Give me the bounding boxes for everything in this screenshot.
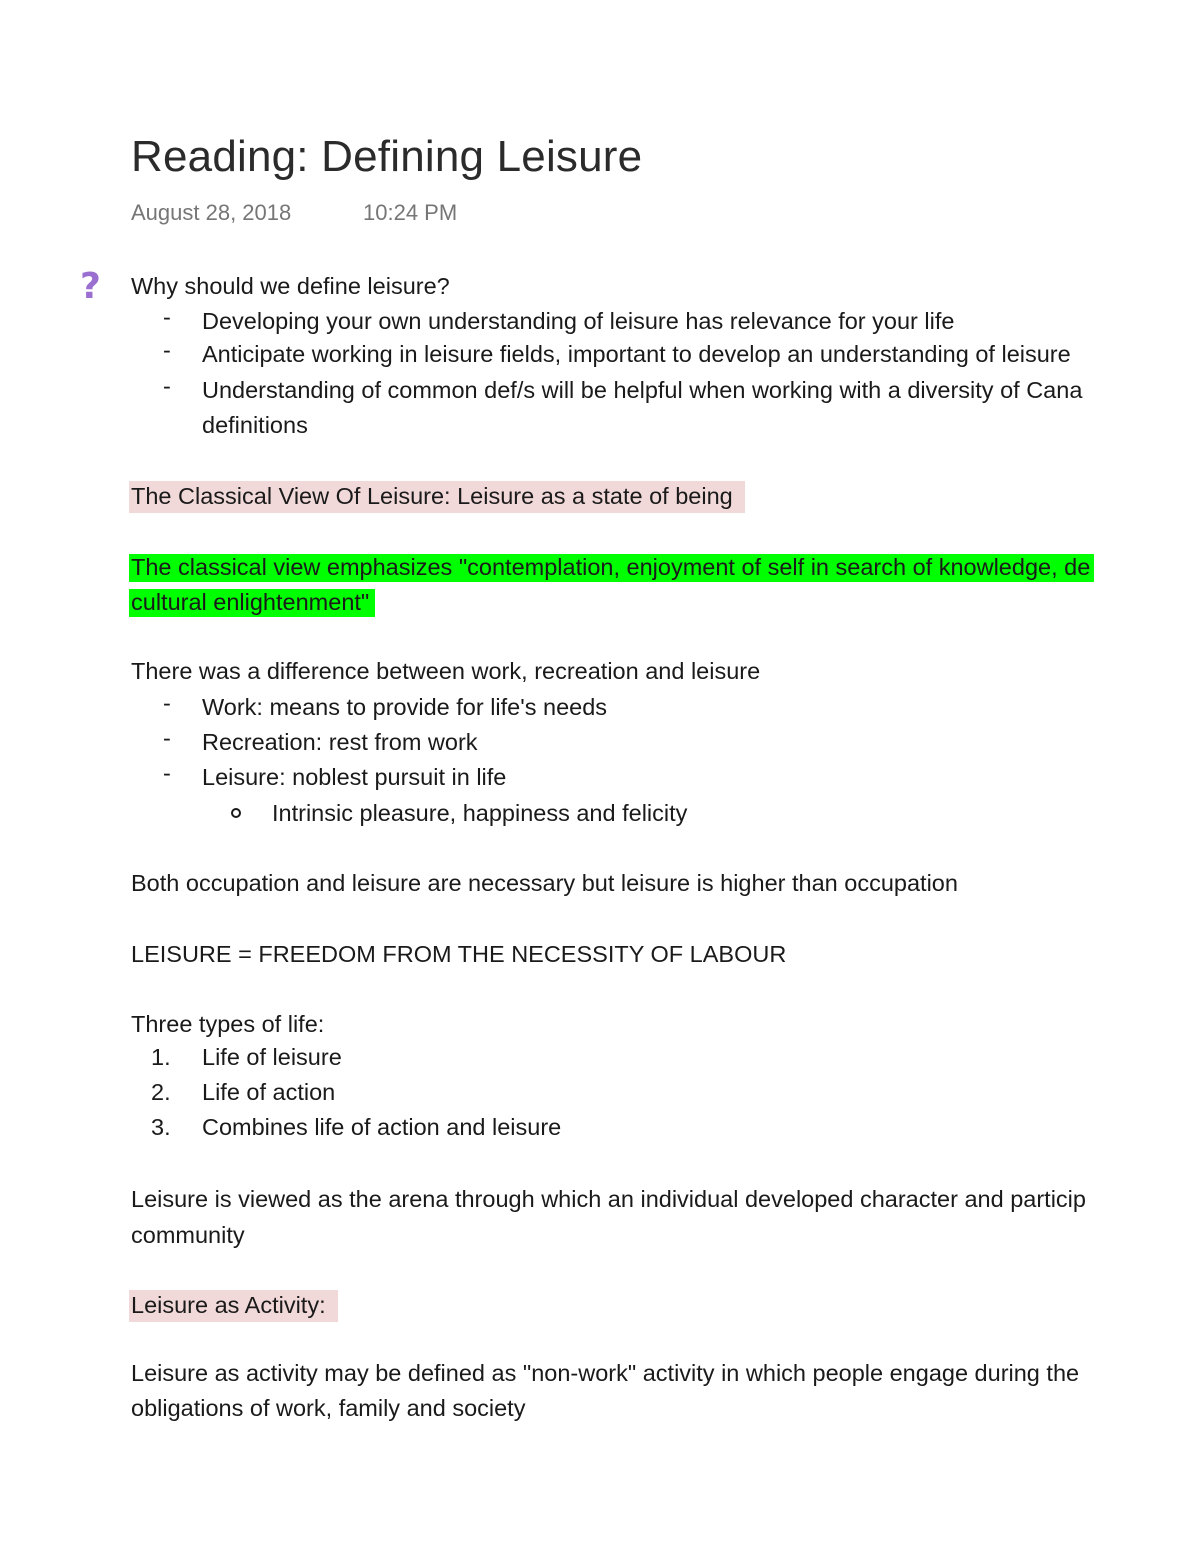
paragraph: Three types of life: (131, 1011, 325, 1037)
section-heading-classical (131, 479, 745, 514)
question-text: Why should we define leisure? (131, 273, 450, 299)
heading-highlight: Leisure as Activity: (129, 1290, 338, 1322)
green-highlight: cultural enlightenment" (129, 589, 375, 617)
list-item: Recreation: rest from work (202, 729, 478, 755)
numbered-item: Combines life of action and leisure (202, 1114, 562, 1140)
paragraph: Both occupation and leisure are necessary but leisure is higher than occupation (131, 870, 958, 896)
page-title: Reading: Defining Leisure (131, 132, 643, 181)
bullet-dash: - (163, 690, 171, 716)
paragraph: Leisure is viewed as the arena through which an individual developed character and particip (131, 1186, 1086, 1212)
section-heading-activity (131, 1288, 338, 1323)
list-number: 1. (151, 1044, 171, 1070)
heading-highlight: The Classical View Of Leisure: Leisure as a state of being (129, 481, 745, 513)
bullet-dash: - (163, 760, 171, 786)
paragraph: There was a difference between work, recreation and leisure (131, 658, 761, 684)
list-item: Work: means to provide for life's needs (202, 694, 608, 720)
bullet-dash: - (163, 373, 171, 399)
highlighted-quote-line (131, 550, 1094, 585)
question-icon: ? (80, 266, 101, 307)
equation-line: LEISURE = FREEDOM FROM THE NECESSITY OF LABOUR (131, 941, 787, 967)
sub-list-item: Intrinsic pleasure, happiness and felicity (272, 800, 688, 826)
list-item: Understanding of common def/s will be helpful when working with a diversity of Cana (202, 377, 1083, 403)
bullet-dash: - (163, 304, 171, 330)
list-item-continuation: definitions (202, 412, 308, 438)
list-item: Anticipate working in leisure fields, important to develop an understanding of leisure (202, 341, 1071, 367)
note-date: August 28, 2018 (131, 200, 292, 225)
bullet-dash: - (163, 725, 171, 751)
list-item: Leisure: noblest pursuit in life (202, 764, 507, 790)
list-item: Developing your own understanding of leisure has relevance for your life (202, 308, 955, 334)
note-time: 10:24 PM (363, 200, 458, 225)
numbered-item: Life of leisure (202, 1044, 342, 1070)
green-highlight: The classical view emphasizes "contemplation, enjoyment of self in search of knowledge, de (129, 554, 1094, 582)
list-number: 2. (151, 1079, 171, 1105)
paragraph-continuation: obligations of work, family and society (131, 1395, 526, 1421)
list-number: 3. (151, 1114, 171, 1140)
circle-bullet-icon (231, 808, 241, 818)
paragraph: Leisure as activity may be defined as "non-work" activity in which people engage during the (131, 1360, 1080, 1386)
paragraph-continuation: community (131, 1222, 245, 1248)
numbered-item: Life of action (202, 1079, 336, 1105)
highlighted-quote-line (131, 585, 375, 620)
bullet-dash: - (163, 337, 171, 363)
